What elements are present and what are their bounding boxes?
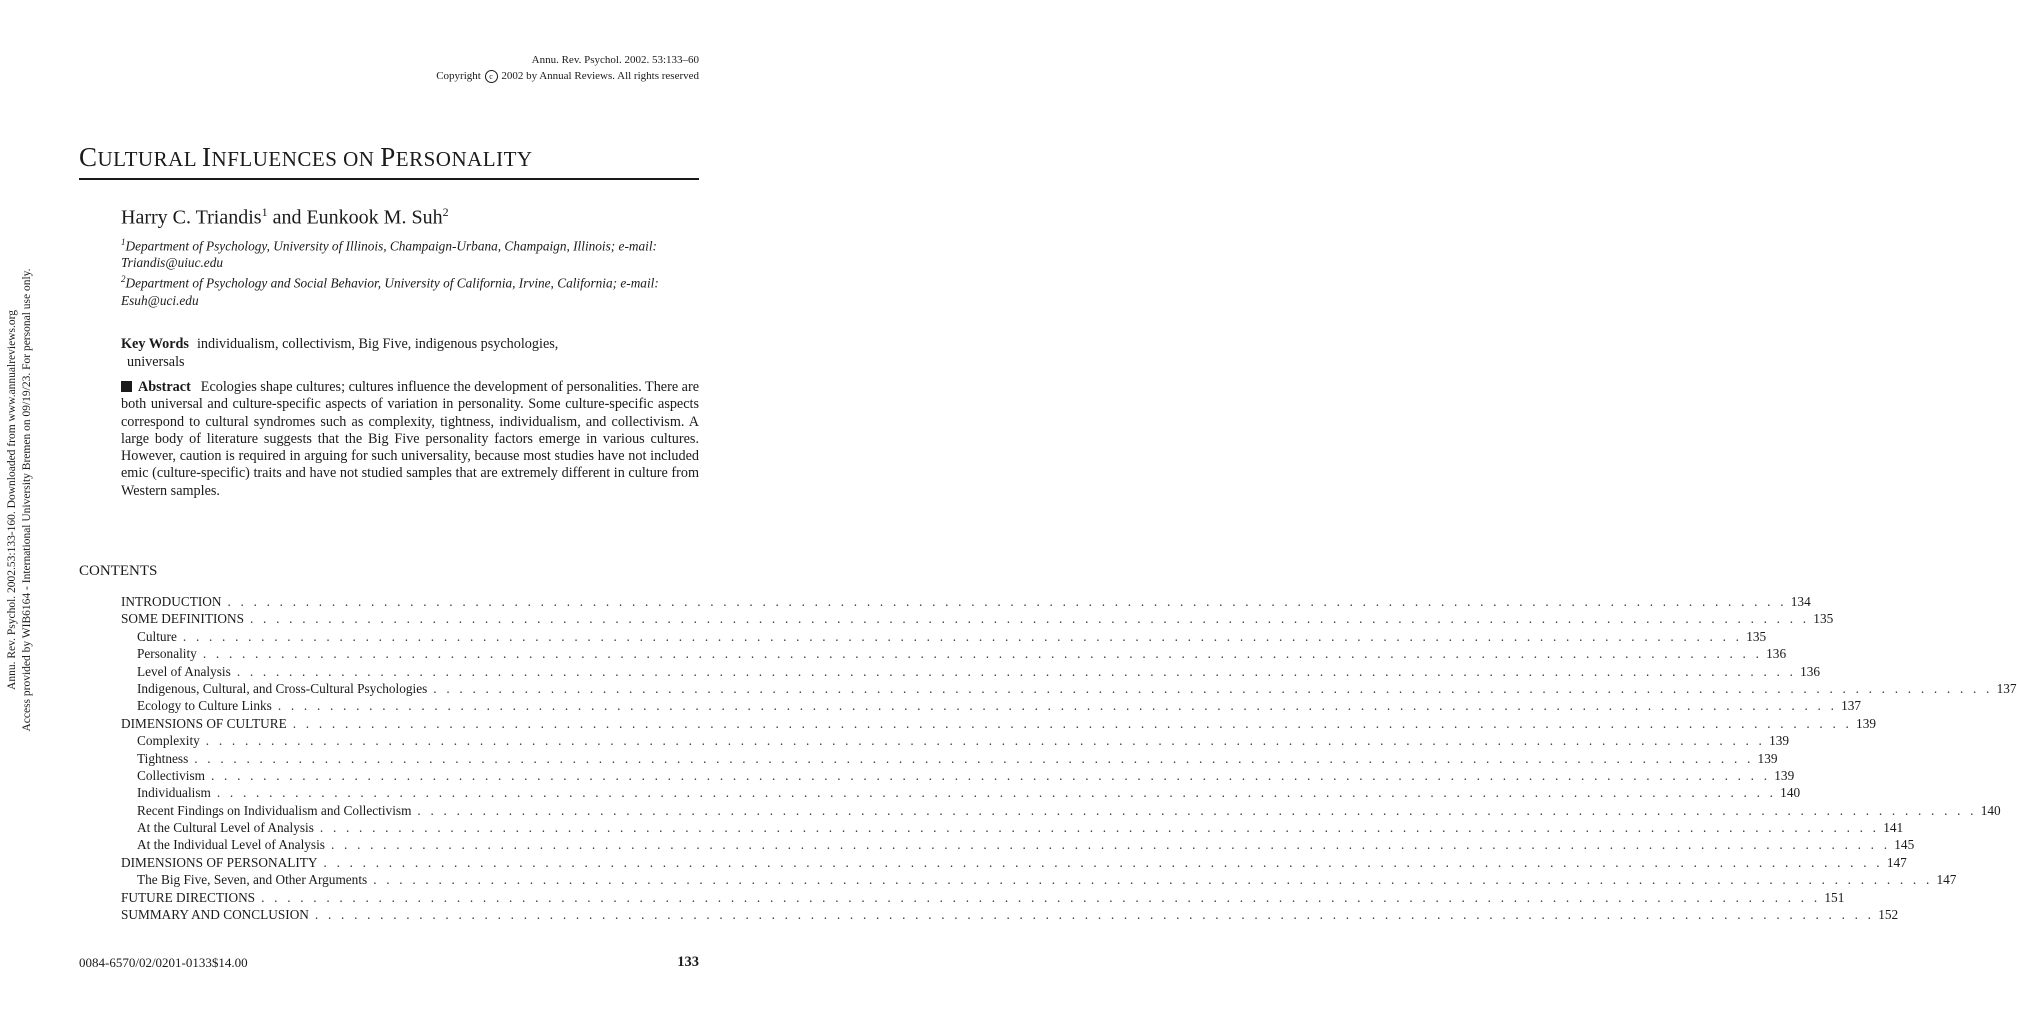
toc-entry-label: Level of Analysis <box>137 663 231 679</box>
toc-entry-page: 137 <box>1841 698 1862 714</box>
toc-entry[interactable] <box>121 680 2017 697</box>
toc-entry-label: At the Cultural Level of Analysis <box>137 820 314 836</box>
abstract <box>121 379 699 500</box>
toc-entry-page: 147 <box>1886 854 1907 870</box>
toc-leader-dots: . . . . . . . . . . . . . . . . . . . . . . . . . . . . . . . . . . . . . . . . . . . . . . . . . . . . . . . . . . . . . . . . . . . . . . . . . . . . . . . . . . . . . . . . . . . . . . . . . . . . . . . . . . . . . . . . . . . . . . . . <box>292 715 1853 731</box>
toc-entry[interactable] <box>121 784 1801 801</box>
toc-entry[interactable] <box>121 802 2001 819</box>
contents-heading: CONTENTS <box>79 563 158 579</box>
abstract-text: Ecologies shape cultures; cultures influence the development of personalities. There are both universal and culture-specific aspects of variation in personality. Some culture-specific aspects correspond to cultural syndromes such as complexity, tightness, individualism, and collectivism. A large body of literature suggests that the Big Five personality factors emerge in various cultures. However, caution is required in arguing for such universality, because most studies have not included emic (culture-specific) traits and have not studied samples that are extremely different in culture from Western samples. <box>121 379 699 499</box>
toc-entry-label: DIMENSIONS OF PERSONALITY <box>121 854 318 870</box>
toc-entry-page: 135 <box>1746 628 1767 644</box>
toc-entry-page: 152 <box>1878 907 1899 923</box>
toc-entry-label: Culture <box>137 628 177 644</box>
affiliation-1: $^1$Department of Psychology, University of Illinois, Champaign-Urbana, Champaign, Illinois; e-mail: Triandis@uiuc.edu <box>121 237 657 271</box>
toc-entry-page: 145 <box>1894 837 1915 853</box>
article-title: CULTURAL INFLUENCES ON PERSONALITY <box>79 142 533 172</box>
toc-entry-page: 140 <box>1780 785 1801 801</box>
square-bullet-icon <box>121 381 132 392</box>
keywords-list-cont: universals <box>127 354 185 370</box>
toc-entry-label: Indigenous, Cultural, and Cross-Cultural Psychologies <box>137 680 428 696</box>
toc-entry[interactable] <box>121 610 1834 627</box>
download-sidebar <box>0 0 40 1024</box>
toc-entry-page: 134 <box>1790 594 1811 609</box>
affiliations <box>121 234 696 309</box>
toc-entry-page: 137 <box>1996 680 2017 696</box>
toc-leader-dots: . . . . . . . . . . . . . . . . . . . . . . . . . . . . . . . . . . . . . . . . . . . . . . . . . . . . . . . . . . . . . . . . . . . . . . . . . . . . . . . . . . . . . . . . . . . . . . . . . . . . . . . . . . . . . . . . . . . . . . . . <box>323 854 1883 870</box>
toc-entry[interactable] <box>121 819 1904 836</box>
author-2: Eunkook M. Suh <box>306 206 443 229</box>
abstract-label: Abstract <box>138 379 191 395</box>
keywords-list: individualism, collectivism, Big Five, indigenous psychologies, <box>196 336 559 352</box>
toc-entry[interactable] <box>121 906 1899 923</box>
toc-entry-page: 139 <box>1757 750 1778 766</box>
toc-leader-dots: . . . . . . . . . . . . . . . . . . . . . . . . . . . . . . . . . . . . . . . . . . . . . . . . . . . . . . . . . . . . . . . . . . . . . . . . . . . . . . . . . . . . . . . . . . . . . . . . . . . . . . . . . . . . . . . . . . . . . . . . <box>433 680 1993 696</box>
toc-entry[interactable] <box>121 628 1767 645</box>
author-1: Harry C. Triandis <box>121 206 262 229</box>
footer-code: 0084-6570/02/0201-0133$14.00 <box>79 955 248 970</box>
toc-entry[interactable] <box>121 750 1778 767</box>
toc-entry-page: 136 <box>1766 646 1787 662</box>
toc-leader-dots: . . . . . . . . . . . . . . . . . . . . . . . . . . . . . . . . . . . . . . . . . . . . . . . . . . . . . . . . . . . . . . . . . . . . . . . . . . . . . . . . . . . . . . . . . . . . . . . . . . . . . . . . . . . . . . . . . . . . . . . . <box>216 785 1777 801</box>
toc-leader-dots: . . . . . . . . . . . . . . . . . . . . . . . . . . . . . . . . . . . . . . . . . . . . . . . . . . . . . . . . . . . . . . . . . . . . . . . . . . . . . . . . . . . . . . . . . . . . . . . . . . . . . . . . . . . . . . . . . . . . . . . . <box>261 889 1821 905</box>
toc-entry[interactable] <box>121 732 1790 749</box>
toc-entry[interactable] <box>121 663 1821 680</box>
toc-leader-dots: . . . . . . . . . . . . . . . . . . . . . . . . . . . . . . . . . . . . . . . . . . . . . . . . . . . . . . . . . . . . . . . . . . . . . . . . . . . . . . . . . . . . . . . . . . . . . . . . . . . . . . . . . . . . . . . . . . . . . . . . <box>182 628 1743 644</box>
toc-entry-page: 141 <box>1883 820 1904 836</box>
toc-leader-dots: . . . . . . . . . . . . . . . . . . . . . . . . . . . . . . . . . . . . . . . . . . . . . . . . . . . . . . . . . . . . . . . . . . . . . . . . . . . . . . . . . . . . . . . . . . . . . . . . . . . . . . . . . . . . . . . . . . . . . . . . <box>205 733 1766 749</box>
toc-entry-label: Individualism <box>137 785 211 801</box>
toc-leader-dots: . . . . . . . . . . . . . . . . . . . . . . . . . . . . . . . . . . . . . . . . . . . . . . . . . . . . . . . . . . . . . . . . . . . . . . . . . . . . . . . . . . . . . . . . . . . . . . . . . . . . . . . . . . . . . . . . . . . . . . . . <box>314 907 1875 923</box>
toc-entry[interactable] <box>121 836 1915 853</box>
copyright-prefix: Copyright <box>436 70 481 82</box>
toc-leader-dots: . . . . . . . . . . . . . . . . . . . . . . . . . . . . . . . . . . . . . . . . . . . . . . . . . . . . . . . . . . . . . . . . . . . . . . . . . . . . . . . . . . . . . . . . . . . . . . . . . . . . . . . . . . . . . . . . . . . . . . . . <box>236 663 1797 679</box>
toc-entry-label: Collectivism <box>137 767 205 783</box>
toc-leader-dots: . . . . . . . . . . . . . . . . . . . . . . . . . . . . . . . . . . . . . . . . . . . . . . . . . . . . . . . . . . . . . . . . . . . . . . . . . . . . . . . . . . . . . . . . . . . . . . . . . . . . . . . . . . . . . . . . . . . . . . . . <box>373 872 1933 888</box>
toc-leader-dots: . . . . . . . . . . . . . . . . . . . . . . . . . . . . . . . . . . . . . . . . . . . . . . . . . . . . . . . . . . . . . . . . . . . . . . . . . . . . . . . . . . . . . . . . . . . . . . . . . . . . . . . . . . . . . . . . . . . . . . . . <box>202 646 1763 662</box>
toc-leader-dots: . . . . . . . . . . . . . . . . . . . . . . . . . . . . . . . . . . . . . . . . . . . . . . . . . . . . . . . . . . . . . . . . . . . . . . . . . . . . . . . . . . . . . . . . . . . . . . . . . . . . . . . . . . . . . . . . . . . . . . . . <box>277 698 1838 714</box>
authors: Harry C. Triandis$^1$ and Eunkook M. Suh$^2$ <box>121 205 449 229</box>
toc-entry[interactable] <box>121 767 1795 784</box>
sidebar-line-2: Access provided by WIB6164 - International University Bremen on 09/19/23. For personal use only. <box>21 268 33 732</box>
toc-entry-label: Ecology to Culture Links <box>137 698 272 714</box>
toc-entry[interactable] <box>121 889 1845 906</box>
toc-entry-label: Recent Findings on Individualism and Collectivism <box>137 802 412 818</box>
toc-entry[interactable] <box>121 854 1907 871</box>
toc-entry-label: Personality <box>137 646 197 662</box>
journal-header <box>436 52 699 84</box>
toc-leader-dots: . . . . . . . . . . . . . . . . . . . . . . . . . . . . . . . . . . . . . . . . . . . . . . . . . . . . . . . . . . . . . . . . . . . . . . . . . . . . . . . . . . . . . . . . . . . . . . . . . . . . . . . . . . . . . . . . . . . . . . . . <box>194 750 1754 766</box>
toc-entry-page: 140 <box>1980 802 2001 818</box>
toc-entry-label: FUTURE DIRECTIONS <box>121 889 256 905</box>
toc-entry-page: 139 <box>1856 715 1876 731</box>
toc-entry-label: SOME DEFINITIONS <box>121 611 244 627</box>
table-of-contents <box>121 593 2017 923</box>
toc-leader-dots: . . . . . . . . . . . . . . . . . . . . . . . . . . . . . . . . . . . . . . . . . . . . . . . . . . . . . . . . . . . . . . . . . . . . . . . . . . . . . . . . . . . . . . . . . . . . . . . . . . . . . . . . . . . . . . . . . . . . . . . . <box>250 611 1810 627</box>
toc-leader-dots: . . . . . . . . . . . . . . . . . . . . . . . . . . . . . . . . . . . . . . . . . . . . . . . . . . . . . . . . . . . . . . . . . . . . . . . . . . . . . . . . . . . . . . . . . . . . . . . . . . . . . . . . . . . . . . . . . . . . . . . . <box>210 767 1771 783</box>
toc-entry-label: INTRODUCTION <box>121 594 222 609</box>
copyright-line <box>436 68 699 84</box>
toc-leader-dots: . . . . . . . . . . . . . . . . . . . . . . . . . . . . . . . . . . . . . . . . . . . . . . . . . . . . . . . . . . . . . . . . . . . . . . . . . . . . . . . . . . . . . . . . . . . . . . . . . . . . . . . . . . . . . . . . . . . . . . . . <box>330 837 1891 853</box>
toc-entry[interactable] <box>121 645 1787 662</box>
toc-entry-page: 135 <box>1813 611 1834 627</box>
page-number: 133 <box>677 954 699 970</box>
toc-entry-label: At the Individual Level of Analysis <box>137 837 325 853</box>
toc-entry-page: 139 <box>1769 733 1790 749</box>
keywords-label: Key Words <box>121 336 189 352</box>
toc-entry-page: 151 <box>1824 889 1845 905</box>
sidebar-text <box>5 268 35 731</box>
toc-entry-label: The Big Five, Seven, and Other Arguments <box>137 872 368 888</box>
toc-entry-label: Complexity <box>137 733 200 749</box>
keywords <box>121 335 699 371</box>
citation-line: Annu. Rev. Psychol. 2002. 53:133–60 <box>531 54 699 66</box>
title-rule <box>79 178 699 180</box>
toc-entry-label: SUMMARY AND CONCLUSION <box>121 907 309 923</box>
toc-leader-dots: . . . . . . . . . . . . . . . . . . . . . . . . . . . . . . . . . . . . . . . . . . . . . . . . . . . . . . . . . . . . . . . . . . . . . . . . . . . . . . . . . . . . . . . . . . . . . . . . . . . . . . . . . . . . . . . . . . . . . . . . <box>417 802 1977 818</box>
toc-entry-page: 136 <box>1800 663 1821 679</box>
toc-entry[interactable] <box>121 697 1862 714</box>
affiliation-2: $^2$Department of Psychology and Social Behavior, University of California, Irvine, California; e-mail: Esuh@uci.edu <box>121 274 659 308</box>
toc-entry-page: 147 <box>1936 872 1957 888</box>
toc-entry[interactable] <box>121 715 1876 732</box>
sidebar-line-1: Annu. Rev. Psychol. 2002.53:133-160. Downloaded from www.annualreviews.org <box>6 310 18 690</box>
copyright-icon: c <box>485 70 498 83</box>
copyright-suffix: 2002 by Annual Reviews. All rights reserved <box>501 70 699 82</box>
toc-entry-label: Tightness <box>137 750 189 766</box>
toc-entry[interactable] <box>121 593 1811 610</box>
toc-entry-label: DIMENSIONS OF CULTURE <box>121 715 287 731</box>
toc-leader-dots: . . . . . . . . . . . . . . . . . . . . . . . . . . . . . . . . . . . . . . . . . . . . . . . . . . . . . . . . . . . . . . . . . . . . . . . . . . . . . . . . . . . . . . . . . . . . . . . . . . . . . . . . . . . . . . . . . . . . . . . . <box>227 594 1787 609</box>
toc-leader-dots: . . . . . . . . . . . . . . . . . . . . . . . . . . . . . . . . . . . . . . . . . . . . . . . . . . . . . . . . . . . . . . . . . . . . . . . . . . . . . . . . . . . . . . . . . . . . . . . . . . . . . . . . . . . . . . . . . . . . . . . . <box>319 820 1880 836</box>
toc-entry-page: 139 <box>1774 767 1795 783</box>
toc-entry[interactable] <box>121 871 1957 888</box>
